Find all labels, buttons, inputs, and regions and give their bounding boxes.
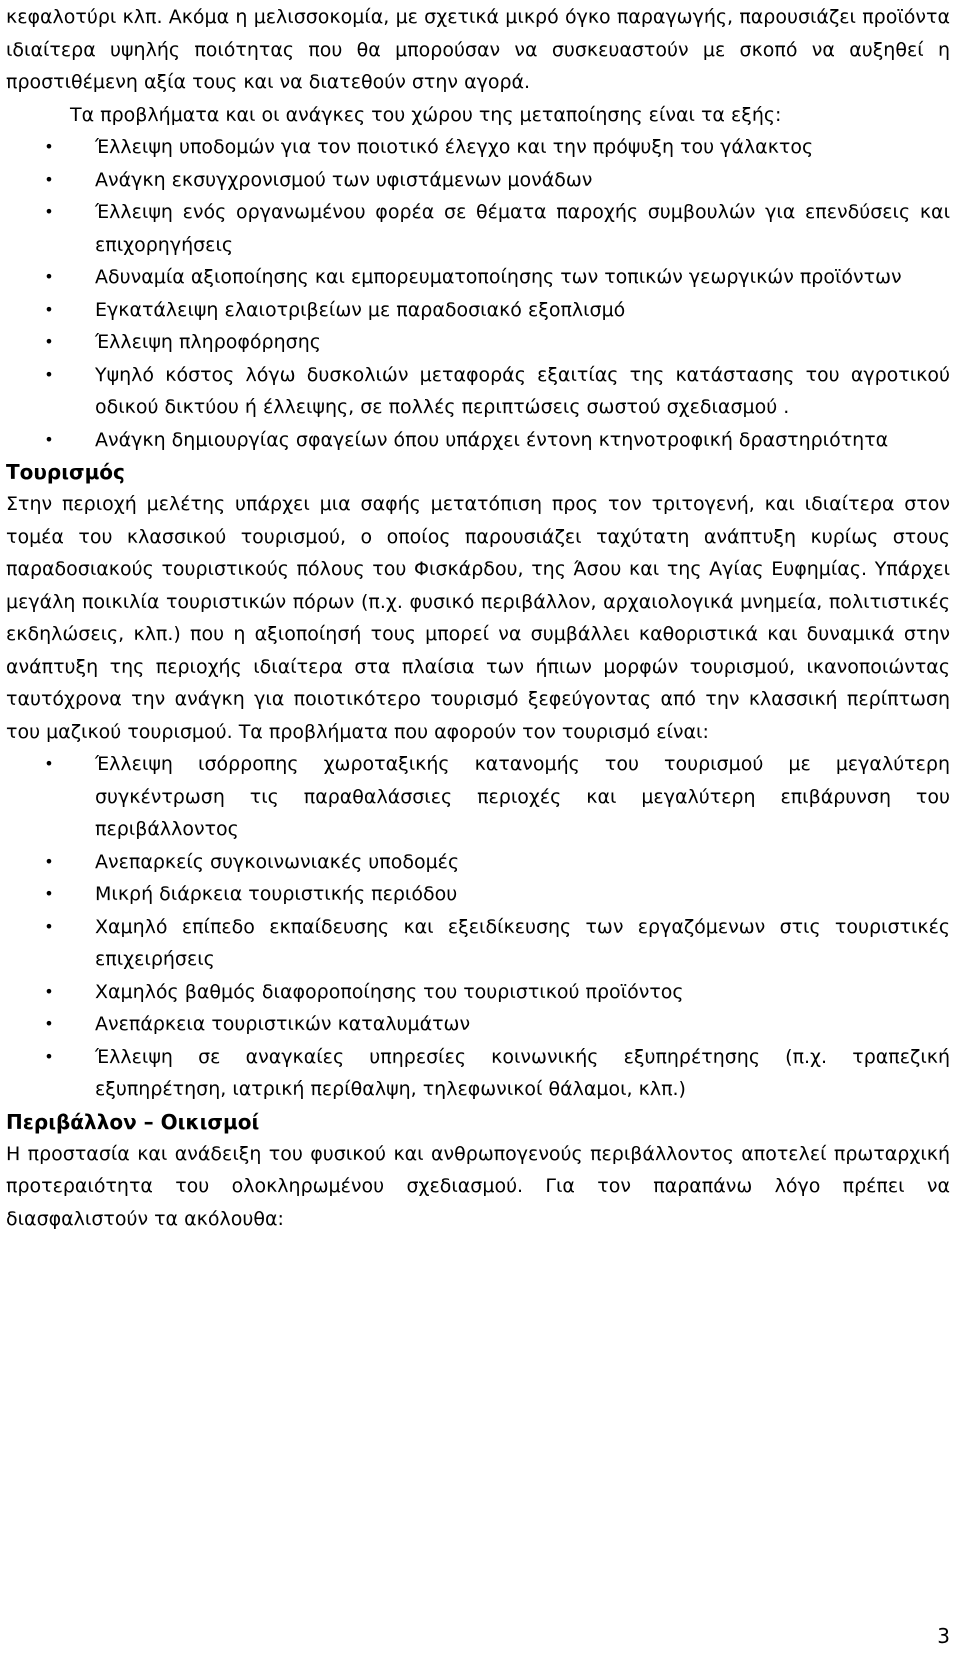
environment-paragraph: Η προστασία και ανάδειξη του φυσικού και ανθρωπογενούς περιβάλλοντος αποτελεί πρωταρχική προτεραιότητα του ολοκληρωμένου σχεδιασμού. Για τον παραπάνω λόγο πρέπει να διασφαλιστούν τα ακόλουθα: [6,1142,950,1230]
environment-heading: Περιβάλλον – Οικισμοί [6,1109,260,1134]
list-item [6,846,950,879]
list-item [6,976,950,1009]
list-item [6,196,950,261]
bullet-icon: • [44,884,54,903]
list-item-text: Χαμηλός βαθμός διαφοροποίησης του τουριστικού προϊόντος [95,980,684,1003]
list-item-text: Ανεπάρκεια τουριστικών καταλυμάτων [95,1013,471,1035]
list-item [6,294,950,327]
processing-problems-list [6,131,950,456]
list-item-text: Έλλειψη σε αναγκαίες υπηρεσίες κοινωνικής εξυπηρέτησης (π.χ. τραπεζική εξυπηρέτηση, ιατρική περίθαλψη, τηλεφωνικοί θάλαμοι, κλπ.) [95,1045,950,1100]
bullet-icon: • [44,332,54,351]
bullet-icon: • [44,299,54,319]
list-item [6,878,950,911]
list-item [6,326,950,359]
bullet-icon: • [44,267,54,286]
bullet-icon: • [44,137,54,156]
list-item-text: Ανεπαρκείς συγκοινωνιακές υποδομές [95,850,460,873]
tourism-paragraph: Στην περιοχή μελέτης υπάρχει μια σαφής μετατόπιση προς τον τριτογενή, και ιδιαίτερα στον τομέα του κλασσικού τουρισμού, ο οποίος παρουσιάζει ταχύτατη ανάπτυξη κυρίως στους παραδοσιακούς τουριστικούς πόλους του Φισκάρδου, της Άσου και της Αγίας Ευφημίας. Υπάρχει μεγάλη ποικιλία τουριστικών πόρων (π.χ. φυσικό περιβάλλον, αρχαιολογικά μνημεία, πολιτιστικές εκδηλώσεις, κλπ.) που η αξιοποίησή τους μπορεί να συμβάλλει καθοριστικά και δυναμικά στην ανάπτυξη της περιοχής ιδιαίτερα στα πλαίσια των ήπιων μορφών τουρισμού, ικανοποιώντας ταυτόχρονα την ανάγκη για ποιοτικότερο τουρισμό ξεφεύγοντας από την κλασσική περίπτωση του μαζικού τουρισμού. Τα προβλήματα που αφορούν τον τουρισμό είναι: [6,493,950,743]
list-item-text: Αδυναμία αξιοποίησης και εμπορευματοποίησης των τοπικών γεωργικών προϊόντων [95,266,902,288]
bullet-icon: • [44,364,54,384]
list-item [6,164,950,197]
list-item [6,748,950,846]
list-item-text: Έλλειψη πληροφόρησης [95,331,321,353]
processing-lead: Τα προβλήματα και οι ανάγκες του χώρου της μεταποίησης είναι τα εξής: [70,103,782,126]
list-item [6,261,950,294]
bullet-icon: • [44,916,54,936]
list-item-text: Χαμηλό επίπεδο εκπαίδευσης και εξειδίκευσης των εργαζόμενων στις τουριστικές επιχειρήσεις [95,915,950,970]
list-item-text: Υψηλό κόστος λόγω δυσκολιών μεταφοράς εξαιτίας της κατάστασης του αγροτικού οδικού δικτύου ή έλλειψης, σε πολλές περιπτώσεις σωστού σχεδιασμού . [95,363,950,418]
list-item-text: Ανάγκη δημιουργίας σφαγείων όπου υπάρχει έντονη κτηνοτροφική δραστηριότητα [95,428,889,451]
page-number: 3 [937,1624,950,1648]
bullet-icon: • [44,1014,54,1033]
list-item [6,911,950,976]
list-item [6,359,950,424]
bullet-icon: • [44,1046,54,1066]
list-item-text: Μικρή διάρκεια τουριστικής περιόδου [95,883,458,905]
bullet-icon: • [44,851,54,871]
bullet-icon: • [44,754,54,773]
list-item-text: Ανάγκη εκσυγχρονισμού των υφιστάμενων μονάδων [95,168,593,191]
bullet-icon: • [44,981,54,1001]
bullet-icon: • [44,169,54,189]
list-item [6,1041,950,1106]
list-item-text: Εγκατάλειψη ελαιοτριβείων με παραδοσιακό εξοπλισμό [95,298,626,321]
document-page [6,0,950,1235]
intro-paragraph: κεφαλοτύρι κλπ. Ακόμα η μελισσοκομία, με σχετικά μικρό όγκο παραγωγής, παρουσιάζει προϊόντα ιδιαίτερα υψηλής ποιότητας που θα μπορούσαν να συσκευαστούν με σκοπό να αυξηθεί η προστιθέμενη αξία τους και να διατεθούν στην αγορά. [6,6,950,93]
bullet-icon: • [44,429,54,449]
list-item-text: Έλλειψη υποδομών για τον ποιοτικό έλεγχο και την πρόψυξη του γάλακτος [95,136,814,158]
list-item [6,424,950,457]
list-item [6,131,950,164]
list-item-text: Έλλειψη ισόρροπης χωροταξικής κατανομής του τουρισμού με μεγαλύτερη συγκέντρωση τις παραθαλάσσιες περιοχές και μεγαλύτερη επιβάρυνση του περιβάλλοντος [95,753,950,840]
tourism-problems-list [6,748,950,1106]
list-item [6,1008,950,1041]
bullet-icon: • [44,202,54,221]
tourism-heading: Τουρισμός [6,460,125,484]
list-item-text: Έλλειψη ενός οργανωμένου φορέα σε θέματα παροχής συμβουλών για επενδύσεις και επιχορηγήσεις [95,201,950,256]
